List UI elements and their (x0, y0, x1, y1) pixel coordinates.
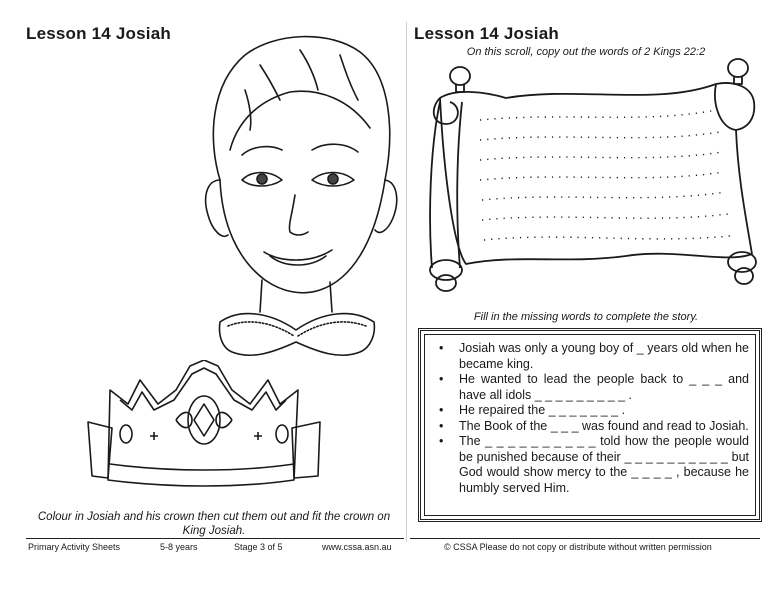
scroll-icon (416, 58, 762, 294)
right-page (404, 0, 768, 593)
bullet: • (439, 434, 444, 448)
story-box (418, 328, 762, 522)
bullet: • (439, 341, 444, 355)
footer-series: Primary Activity Sheets (28, 542, 121, 552)
lesson-title: Lesson 14 Josiah (414, 24, 559, 43)
boy-face-icon (190, 30, 400, 375)
footer-stage: Stage 3 of 5 (234, 542, 283, 552)
list-item (433, 403, 749, 419)
bullet: • (439, 372, 444, 386)
story-list (433, 341, 749, 496)
story-item-text: The Book of the _ _ _ was found and read to Josiah. (459, 418, 749, 433)
list-item (433, 419, 749, 435)
footer-line-left (26, 538, 404, 539)
story-item-text: He repaired the _ _ _ _ _ _ _ . (459, 403, 626, 417)
footer-line-right (410, 538, 760, 539)
footer-website[interactable]: www.cssa.asn.au (322, 542, 392, 552)
footer-ages: 5-8 years (160, 542, 198, 552)
story-item-text: The _ _ _ _ _ _ _ _ _ _ told how the people would be punished because of their _ _ _ _ _ _ _ _ _ _ but God would show mercy to the _ _ _ _ , because he humbly served Him. (459, 434, 749, 495)
crown-icon (80, 360, 330, 500)
list-item (433, 372, 749, 403)
bullet: • (439, 418, 444, 433)
lesson-title: Lesson 14 Josiah (26, 24, 171, 43)
story-item-text: Josiah was only a young boy of _ years old when he became king. (459, 341, 749, 371)
coloring-caption: Colour in Josiah and his crown then cut them out and fit the crown on King Josiah. (37, 511, 391, 537)
footer-copyright: © CSSA Please do not copy or distribute without written permission (444, 542, 712, 552)
list-item (433, 341, 749, 372)
scroll-instruction: On this scroll, copy out the words of 2 Kings 22:2 (466, 46, 706, 58)
list-item (433, 434, 749, 496)
fill-instruction: Fill in the missing words to complete the story. (473, 311, 699, 323)
story-inner-frame (424, 334, 756, 516)
bullet: • (439, 403, 444, 417)
story-item-text: He wanted to lead the people back to _ _ _ and have all idols _ _ _ _ _ _ _ _ _ . (459, 372, 749, 402)
